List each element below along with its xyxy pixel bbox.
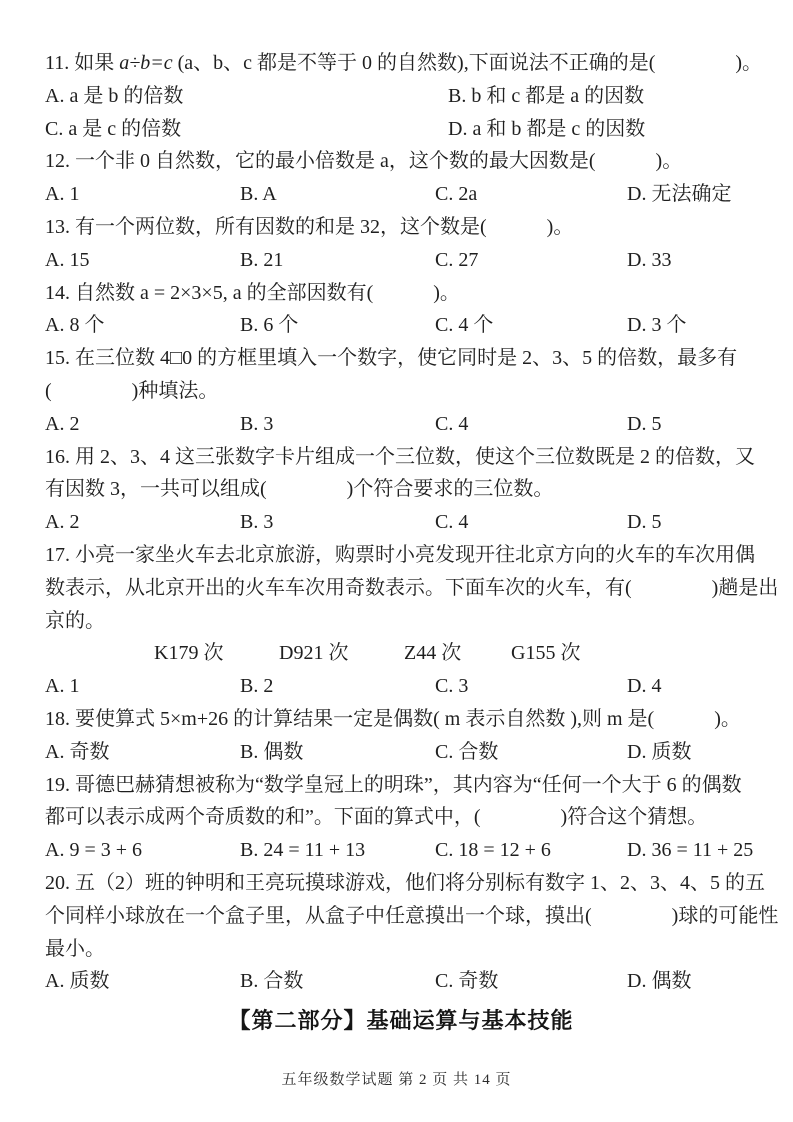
- option-d: D. 3 个: [627, 314, 687, 337]
- option-a: A. 8 个: [45, 314, 105, 337]
- question-17-options: [45, 670, 757, 703]
- question-15-text-line-2: ( )种填法。: [45, 379, 219, 402]
- option-d: D. 5: [627, 511, 662, 534]
- option-c: C. 4: [435, 511, 469, 534]
- question-16-options: [45, 506, 757, 539]
- option-d: D. 4: [627, 675, 662, 698]
- train-number: K179 次: [154, 642, 224, 665]
- train-number: G155 次: [511, 642, 581, 665]
- option-d: D. 质数: [627, 740, 692, 763]
- option-c: C. 18 = 12 + 6: [435, 839, 551, 862]
- question-11: [45, 47, 763, 145]
- option-a: A. 质数: [45, 970, 110, 993]
- question-11-options: [45, 80, 757, 146]
- question-13-options: [45, 244, 757, 277]
- option-d: D. a 和 b 都是 c 的因数: [448, 117, 646, 140]
- option-d: D. 无法确定: [627, 183, 732, 206]
- question-14-text: 14. 自然数 a = 2×3×5, a 的全部因数有( )。: [45, 281, 460, 304]
- question-20: [45, 867, 779, 998]
- question-18-options: [45, 736, 757, 769]
- question-18: [45, 703, 757, 769]
- question-19-text-line-2: 都可以表示成两个奇质数的和”。下面的算式中，( )符合这个猜想。: [45, 806, 708, 829]
- option-a: A. 1: [45, 183, 80, 206]
- question-17-text-line-1: 17. 小亮一家坐火车去北京旅游，购票时小亮发现开往北京方向的火车的车次用偶: [45, 543, 755, 566]
- option-a: A. a 是 b 的倍数: [45, 84, 184, 107]
- question-11-prefix: 11. 如果: [45, 52, 120, 74]
- question-13-text: 13. 有一个两位数，所有因数的和是 32，这个数是( )。: [45, 215, 574, 238]
- option-b: B. 6 个: [240, 314, 299, 337]
- train-number-list: [45, 637, 757, 670]
- section-title: 【第二部分】基础运算与基本技能: [228, 1008, 574, 1034]
- option-c: C. 4: [435, 412, 469, 435]
- question-14: [45, 277, 757, 343]
- question-20-text-line-2: 个同样小球放在一个盒子里，从盒子中任意摸出一个球，摸出( )球的可能性: [45, 904, 779, 927]
- question-16-text-line-1: 16. 用 2、3、4 这三张数字卡片组成一个三位数，使这个三位数既是 2 的倍数，又: [45, 445, 755, 468]
- option-b: B. 3: [240, 412, 274, 435]
- option-c: C. a 是 c 的倍数: [45, 117, 182, 140]
- option-a: A. 奇数: [45, 740, 110, 763]
- option-c: C. 27: [435, 248, 479, 271]
- option-b: B. 24 = 11 + 13: [240, 839, 366, 862]
- question-11-text: [45, 47, 763, 80]
- option-a: A. 1: [45, 675, 80, 698]
- option-b: B. b 和 c 都是 a 的因数: [448, 84, 645, 107]
- option-a: A. 9 = 3 + 6: [45, 839, 143, 862]
- option-a: A. 2: [45, 412, 80, 435]
- option-b: B. 21: [240, 248, 284, 271]
- question-20-options: [45, 965, 757, 998]
- option-c: C. 3: [435, 675, 469, 698]
- question-17-text-line-2: 数表示，从北京开出的火车车次用奇数表示。下面车次的火车，有( )趟是出: [45, 576, 779, 599]
- option-a: A. 15: [45, 248, 90, 271]
- question-20-text-line-3: 最小。: [45, 937, 105, 960]
- train-number: D921 次: [279, 642, 349, 665]
- question-16-text-line-2: 有因数 3，一共可以组成( )个符合要求的三位数。: [45, 478, 554, 501]
- option-c: C. 2a: [435, 183, 478, 206]
- question-12-options: [45, 178, 757, 211]
- option-d: D. 偶数: [627, 970, 692, 993]
- question-17: [45, 539, 779, 703]
- question-15-options: [45, 408, 757, 441]
- exam-content: [45, 47, 779, 1038]
- option-c: C. 奇数: [435, 970, 499, 993]
- train-number: Z44 次: [404, 642, 462, 665]
- question-12-text: 12. 一个非 0 自然数，它的最小倍数是 a，这个数的最大因数是( )。: [45, 150, 683, 173]
- option-d: D. 5: [627, 412, 662, 435]
- question-11-rest: (a、b、c 都是不等于 0 的自然数),下面说法不正确的是( )。: [172, 52, 763, 74]
- question-19-text-line-1: 19. 哥德巴赫猜想被称为“数学皇冠上的明珠”，其内容为“任何一个大于 6 的偶数: [45, 773, 742, 796]
- question-19-options: [45, 834, 757, 867]
- option-b: B. 合数: [240, 970, 304, 993]
- option-c: C. 合数: [435, 740, 499, 763]
- question-20-text-line-1: 20. 五（2）班的钟明和王亮玩摸球游戏，他们将分别标有数字 1、2、3、4、5 的五: [45, 871, 765, 894]
- question-16: [45, 441, 757, 539]
- option-c: C. 4 个: [435, 314, 494, 337]
- option-d: D. 33: [627, 248, 672, 271]
- question-12: [45, 145, 757, 211]
- option-b: B. 3: [240, 511, 274, 534]
- question-17-text-line-3: 京的。: [45, 609, 105, 632]
- option-b: B. 偶数: [240, 740, 304, 763]
- question-11-math-expression: a÷b=c: [119, 52, 173, 74]
- question-13: [45, 211, 757, 277]
- question-14-options: [45, 309, 757, 342]
- option-d: D. 36 = 11 + 25: [627, 839, 754, 862]
- option-b: B. A: [240, 183, 277, 206]
- option-a: A. 2: [45, 511, 80, 534]
- question-15: [45, 342, 757, 440]
- option-b: B. 2: [240, 675, 274, 698]
- page-footer: 五年级数学试题 第 2 页 共 14 页: [281, 1072, 512, 1088]
- question-19: [45, 769, 757, 867]
- question-15-text-line-1: 15. 在三位数 4□0 的方框里填入一个数字，使它同时是 2、3、5 的倍数，最多有: [45, 347, 738, 370]
- question-18-text: 18. 要使算式 5×m+26 的计算结果一定是偶数( m 表示自然数 ),则 m 是( )。: [45, 707, 741, 730]
